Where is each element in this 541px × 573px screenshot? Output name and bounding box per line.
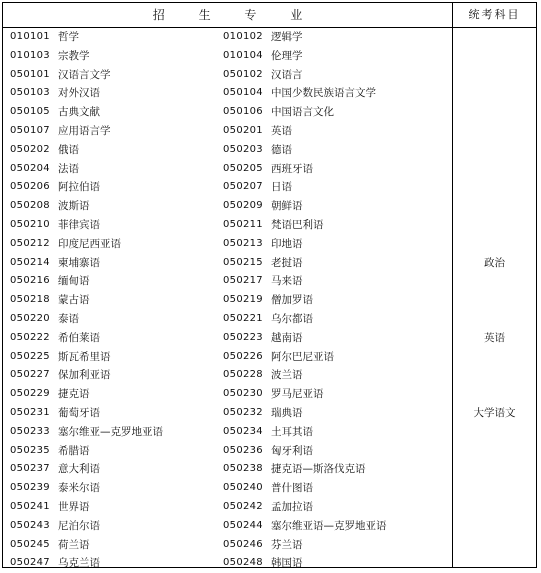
major-name: 泰米尔语 (58, 482, 100, 495)
major-name: 泰语 (58, 312, 79, 325)
major-code: 050219 (223, 294, 263, 306)
major-name: 朝鲜语 (271, 200, 303, 213)
major-code: 050245 (10, 538, 50, 550)
major-code: 050233 (10, 425, 50, 437)
table-row (3, 28, 452, 47)
table-row (3, 554, 452, 573)
major-code: 050107 (10, 124, 50, 136)
major-code: 050221 (223, 312, 263, 324)
table-row (3, 366, 452, 385)
major-code: 050213 (223, 237, 263, 249)
major-code: 050203 (223, 143, 263, 155)
major-code: 010103 (10, 49, 50, 61)
major-code: 050243 (10, 519, 50, 531)
major-code: 050217 (223, 275, 263, 287)
major-code: 050104 (223, 87, 263, 99)
major-name: 意大利语 (58, 463, 100, 476)
table-row (3, 122, 452, 141)
major-name: 芬兰语 (271, 538, 303, 551)
majors-table (2, 2, 537, 568)
major-name: 马来语 (271, 275, 303, 288)
major-name: 伦理学 (271, 49, 303, 62)
major-code: 050248 (223, 557, 263, 569)
major-code: 050222 (10, 331, 50, 343)
major-name: 塞尔维亚语—克罗地亚语 (271, 519, 387, 532)
table-row (3, 498, 452, 517)
major-code: 050223 (223, 331, 263, 343)
major-name: 缅甸语 (58, 275, 90, 288)
major-name: 荷兰语 (58, 538, 90, 551)
major-code: 050225 (10, 350, 50, 362)
subject-politics: 政治 (484, 257, 505, 269)
table-row (3, 272, 452, 291)
major-code: 050228 (223, 369, 263, 381)
major-code: 050238 (223, 463, 263, 475)
major-name: 波斯语 (58, 200, 90, 213)
major-name: 印地语 (271, 237, 303, 250)
major-name: 捷克语—斯洛伐克语 (271, 463, 366, 476)
major-name: 保加利亚语 (58, 369, 111, 382)
major-code: 050210 (10, 218, 50, 230)
major-code: 050220 (10, 312, 50, 324)
major-name: 哲学 (58, 31, 79, 43)
major-name: 越南语 (271, 331, 303, 344)
major-code: 050229 (10, 388, 50, 400)
table-row (3, 103, 452, 122)
header-char: 业 (290, 8, 303, 22)
major-name: 老挝语 (271, 256, 303, 269)
major-code: 050208 (10, 200, 50, 212)
major-code: 050241 (10, 500, 50, 512)
major-name: 波兰语 (271, 369, 303, 382)
major-name: 英语 (271, 124, 292, 137)
major-code: 050102 (223, 68, 263, 80)
major-name: 僧加罗语 (271, 294, 313, 307)
table-row (3, 141, 452, 160)
header-majors (3, 3, 452, 27)
major-name: 罗马尼亚语 (271, 388, 324, 401)
major-name: 希腊语 (58, 444, 90, 457)
major-code: 050211 (223, 218, 263, 230)
major-name: 印度尼西亚语 (58, 237, 121, 250)
table-body (3, 28, 452, 573)
major-code: 050227 (10, 369, 50, 381)
subject-chinese: 大学语文 (473, 407, 516, 419)
major-code: 050235 (10, 444, 50, 456)
subject-english: 英语 (484, 332, 505, 344)
table-row (3, 404, 452, 423)
table-row (3, 310, 452, 329)
major-name: 孟加拉语 (271, 500, 313, 513)
major-code: 050103 (10, 87, 50, 99)
major-name: 应用语言学 (58, 124, 111, 137)
major-name: 韩国语 (271, 557, 303, 570)
major-name: 阿尔巴尼亚语 (271, 350, 334, 363)
table-row (3, 517, 452, 536)
major-code: 050106 (223, 106, 263, 118)
major-code: 050201 (223, 124, 263, 136)
major-name: 菲律宾语 (58, 218, 100, 231)
major-name: 塞尔维亚—克罗地亚语 (58, 425, 163, 438)
major-name: 阿拉伯语 (58, 181, 100, 194)
table-row (3, 254, 452, 273)
table-row (3, 348, 452, 367)
major-name: 宗教学 (58, 49, 90, 62)
header-subjects: 统考科目 (468, 8, 521, 21)
major-code: 050216 (10, 275, 50, 287)
major-code: 050244 (223, 519, 263, 531)
table-row (3, 442, 452, 461)
table-row (3, 479, 452, 498)
table-row (3, 160, 452, 179)
major-code: 050231 (10, 406, 50, 418)
major-name: 德语 (271, 143, 292, 156)
table-row (3, 329, 452, 348)
header-char: 招 (152, 8, 165, 22)
major-name: 普什图语 (271, 482, 313, 495)
major-name: 西班牙语 (271, 162, 313, 175)
table-row (3, 423, 452, 442)
table-row (3, 66, 452, 85)
major-name: 逻辑学 (271, 31, 303, 43)
major-name: 柬埔寨语 (58, 256, 100, 269)
major-name: 梵语巴利语 (271, 218, 324, 231)
major-name: 葡萄牙语 (58, 406, 100, 419)
major-name: 世界语 (58, 500, 90, 513)
major-name: 日语 (271, 181, 292, 194)
major-code: 050202 (10, 143, 50, 155)
table-row (3, 84, 452, 103)
major-code: 050239 (10, 482, 50, 494)
major-code: 050101 (10, 68, 50, 80)
major-name: 尼泊尔语 (58, 519, 100, 532)
major-name: 乌克兰语 (58, 557, 100, 570)
major-code: 010102 (223, 31, 263, 42)
major-code: 050247 (10, 557, 50, 569)
table-row (3, 460, 452, 479)
major-name: 瑞典语 (271, 406, 303, 419)
column-divider (452, 3, 453, 567)
table-row (3, 291, 452, 310)
major-code: 050206 (10, 181, 50, 193)
major-code: 050105 (10, 106, 50, 118)
major-name: 捷克语 (58, 388, 90, 401)
major-code: 050230 (223, 388, 263, 400)
major-code: 050204 (10, 162, 50, 174)
major-name: 俄语 (58, 143, 79, 156)
major-code: 010104 (223, 49, 263, 61)
table-row (3, 235, 452, 254)
major-code: 050215 (223, 256, 263, 268)
major-code: 010101 (10, 31, 50, 42)
header-char: 生 (198, 8, 211, 22)
major-code: 050209 (223, 200, 263, 212)
major-name: 乌尔都语 (271, 312, 313, 325)
major-code: 050242 (223, 500, 263, 512)
major-name: 希伯莱语 (58, 331, 100, 344)
table-row (3, 47, 452, 66)
major-name: 蒙古语 (58, 294, 90, 307)
table-row (3, 216, 452, 235)
major-code: 050205 (223, 162, 263, 174)
major-name: 古典文献 (58, 106, 100, 119)
major-code: 050236 (223, 444, 263, 456)
table-row (3, 385, 452, 404)
major-name: 中国语言文化 (271, 106, 334, 119)
major-name: 对外汉语 (58, 87, 100, 100)
major-code: 050234 (223, 425, 263, 437)
major-code: 050240 (223, 482, 263, 494)
major-name: 法语 (58, 162, 79, 175)
major-code: 050232 (223, 406, 263, 418)
table-row (3, 536, 452, 555)
table-row (3, 178, 452, 197)
major-code: 050207 (223, 181, 263, 193)
major-code: 050218 (10, 294, 50, 306)
major-code: 050226 (223, 350, 263, 362)
major-name: 匈牙利语 (271, 444, 313, 457)
major-code: 050246 (223, 538, 263, 550)
major-code: 050212 (10, 237, 50, 249)
major-name: 汉语言文学 (58, 68, 111, 81)
table-row (3, 197, 452, 216)
major-name: 斯瓦希里语 (58, 350, 111, 363)
major-code: 050214 (10, 256, 50, 268)
major-code: 050237 (10, 463, 50, 475)
major-name: 中国少数民族语言文学 (271, 87, 376, 100)
major-name: 汉语言 (271, 68, 303, 81)
header-char: 专 (244, 8, 257, 22)
major-name: 土耳其语 (271, 425, 313, 438)
